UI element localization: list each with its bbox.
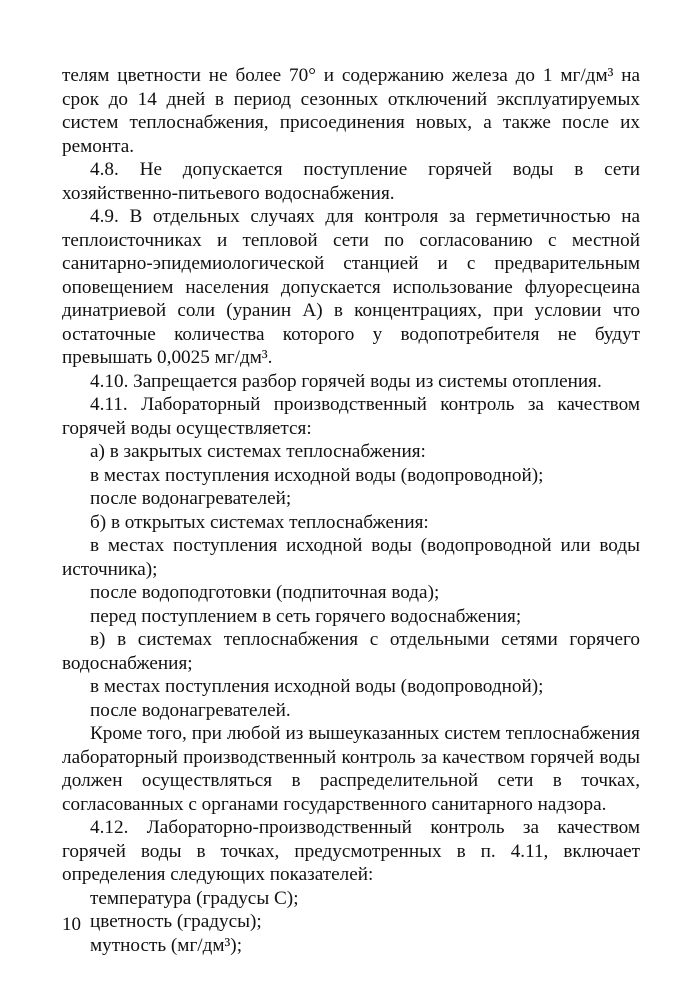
list-item: после водонагревателей.: [90, 699, 291, 721]
list-item: в местах поступления исходной воды (водопроводной);: [90, 464, 544, 486]
list-item: после водонагревателей;: [90, 488, 292, 509]
list-item: перед поступлением в сеть горячего водоснабжения;: [90, 605, 522, 627]
page-body: [62, 64, 640, 957]
page-number: 10: [62, 914, 81, 935]
paragraph-additional: Кроме того, при любой из вышеуказанных систем теплоснабжения лабораторный производственный контроль за качеством горячей воды должен осуществляться в распределительной сети в точках, согласованных с органами государственного санитарного надзора.: [62, 723, 640, 815]
list-item: температура (градусы С);: [90, 887, 299, 909]
paragraph-4-9: 4.9. В отдельных случаях для контроля за герметичностью на теплоисточниках и тепловой сети по согласованию с местной санитарно-эпидемиологической станцией и с предварительным оповещением населения допускается использование флуоресцеина динатриевой соли (уранин А) в концентрациях, при условии что остаточные количества которого у водопотребителя не будут превышать 0,0025 мг/дм³.: [62, 206, 640, 368]
list-item: в местах поступления исходной воды (водопроводной или воды источника);: [62, 535, 640, 580]
list-item: после водоподготовки (подпиточная вода);: [90, 582, 440, 603]
paragraph-4-8: 4.8. Не допускается поступление горячей воды в сети хозяйственно-питьевого водоснабжения.: [62, 159, 640, 204]
paragraph-4-11: 4.11. Лабораторный производственный контроль за качеством горячей воды осуществляется:: [62, 394, 640, 439]
list-item: в местах поступления исходной воды (водопроводной);: [90, 676, 544, 697]
paragraph-4-10: 4.10. Запрещается разбор горячей воды из системы отопления.: [90, 370, 602, 392]
list-item: б) в открытых системах теплоснабжения:: [90, 511, 429, 533]
list-item: мутность (мг/дм³);: [90, 934, 243, 956]
list-item: в) в системах теплоснабжения с отдельными сетями горячего водоснабжения;: [62, 629, 640, 674]
list-item: цветность (градусы);: [90, 911, 262, 932]
paragraph-continuation: телям цветности не более 70° и содержанию железа до 1 мг/дм³ на срок до 14 дней в период сезонных отключений эксплуатируемых систем теплоснабжения, присоединения новых, а также после их ремонта.: [62, 65, 640, 157]
paragraph-4-12: 4.12. Лабораторно-производственный контроль за качеством горячей воды в точках, предусмотренных в п. 4.11, включает определения следующих показателей:: [62, 817, 640, 885]
list-item: а) в закрытых системах теплоснабжения:: [90, 441, 426, 462]
